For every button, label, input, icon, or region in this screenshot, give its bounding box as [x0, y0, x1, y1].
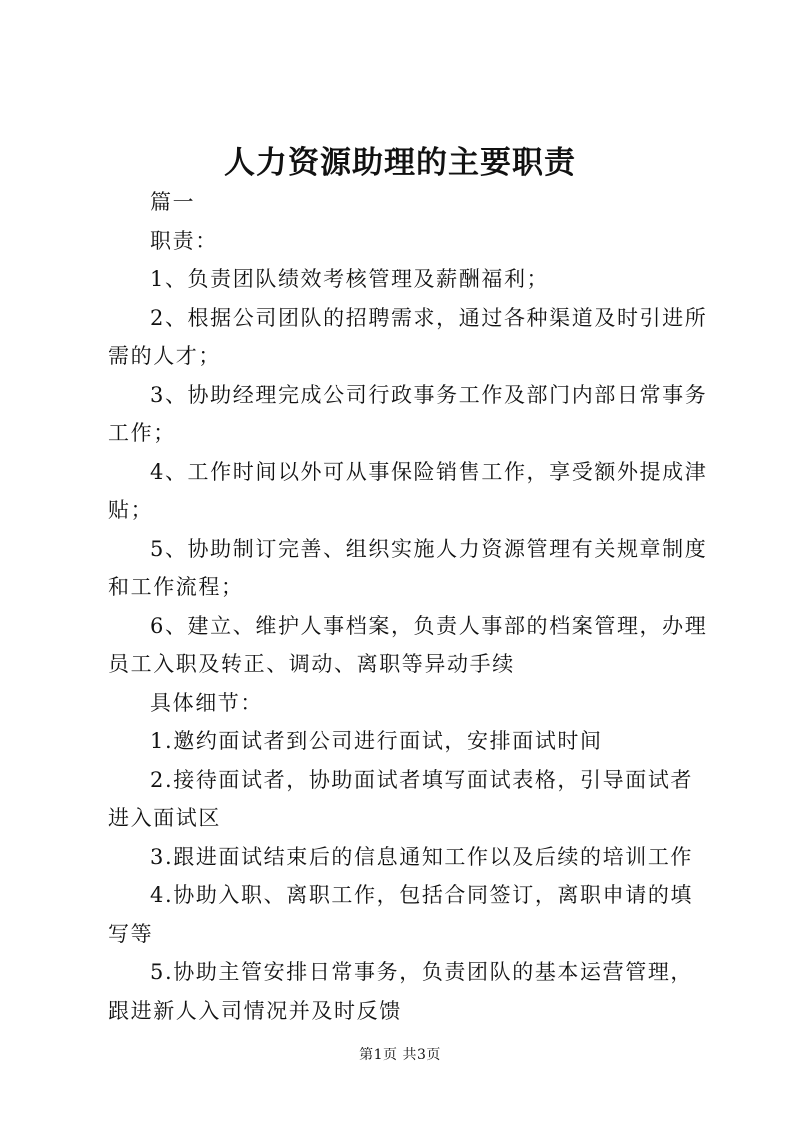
paragraph: 5、协助制订完善、组织实施人力资源管理有关规章制度和工作流程； — [108, 536, 708, 599]
paragraph: 4、工作时间以外可从事保险销售工作，享受额外提成津贴； — [108, 459, 708, 522]
page-footer: 第1页 共3页 — [359, 1047, 441, 1063]
paragraph: 2.接待面试者，协助面试者填写面试表格，引导面试者进入面试区 — [108, 767, 694, 830]
paragraph: 2、根据公司团队的招聘需求，通过各种渠道及时引进所需的人才； — [108, 305, 708, 368]
paragraph: 5.协助主管安排日常事务，负责团队的基本运营管理，跟进新人入司情况并及时反馈 — [108, 960, 694, 1023]
paragraph: 具体细节： — [150, 690, 263, 715]
document-title: 人力资源助理的主要职责 — [224, 145, 576, 181]
paragraph: 3.跟进面试结束后的信息通知工作以及后续的培训工作 — [150, 844, 694, 869]
paragraph: 1、负责团队绩效考核管理及薪酬福利； — [150, 267, 550, 291]
paragraph: 3、协助经理完成公司行政事务工作及部门内部日常事务工作； — [108, 382, 708, 445]
paragraph: 4.协助入职、离职工作，包括合同签订，离职申请的填写等 — [108, 883, 694, 946]
paragraph: 1.邀约面试者到公司进行面试，安排面试时间 — [150, 729, 603, 753]
document-body — [108, 183, 708, 1030]
paragraph: 6、建立、维护人事档案，负责人事部的档案管理，办理员工入职及转正、调动、离职等异动手续 — [108, 613, 708, 676]
paragraph: 职责： — [150, 228, 218, 253]
paragraph: 篇一 — [150, 190, 196, 214]
